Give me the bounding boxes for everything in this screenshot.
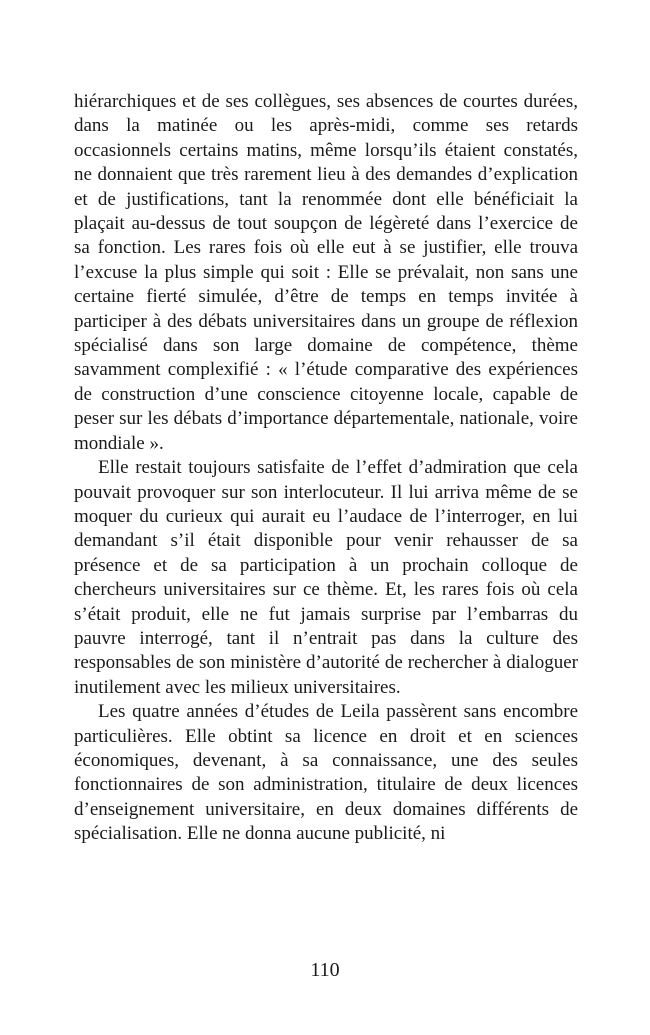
- paragraph-admiration: Elle restait toujours satisfaite de l’effet d’admiration que cela pouvait provoquer sur son interlocuteur. Il lui arriva même de se moquer du curieux qui aurait eu l’audace de l’interroger, en lui demandant s’il était disponible pour venir rehausser de sa présence et de sa participation à un prochain colloque de chercheurs universitaires sur ce thème. Et, les rares fois où cela s’était produit, elle ne fut jamais surprise par l’embarras du pauvre interrogé, tant il n’entrait pas dans la culture des responsables de son ministère d’autorité de rechercher à dialoguer inutilement avec les milieux universitaires.: [74, 457, 578, 698]
- page-body: [74, 90, 578, 847]
- paragraph-continuation: hiérarchiques et de ses collègues, ses absences de courtes durées, dans la matinée ou les après-midi, comme ses retards occasionnels certains matins, même lorsqu’ils étaient constatés, ne donnaient que très rarement lieu à des demandes d’explication et de justifications, tant la renommée dont elle bénéficiait la plaçait au-dessus de tout soupçon de légèreté dans l’exercice de sa fonction. Les rares fois où elle eut à se justifier, elle trouva l’excuse la plus simple qui soit : Elle se prévalait, non sans une certaine fierté simulée, d’être de temps en temps invitée à participer à des débats universitaires dans un groupe de réflexion spécialisé dans son large domaine de compétence, thème savamment complexifié : « l’étude comparative des expériences de construction d’une conscience citoyenne locale, capable de peser sur les débats d’importance départementale, nationale, voire mondiale ».: [74, 91, 578, 454]
- page-number: 110: [310, 959, 340, 981]
- text-block: [74, 90, 578, 847]
- paragraph-studies: Les quatre années d’études de Leila passèrent sans encombre particulières. Elle obtint sa licence en droit et en sciences économiques, devenant, à sa connaissance, une des seules fonctionnaires de son administration, titulaire de deux licences d’enseignement universitaire, en deux domaines différents de spécialisation. Elle ne donna aucune publicité, ni: [74, 701, 578, 845]
